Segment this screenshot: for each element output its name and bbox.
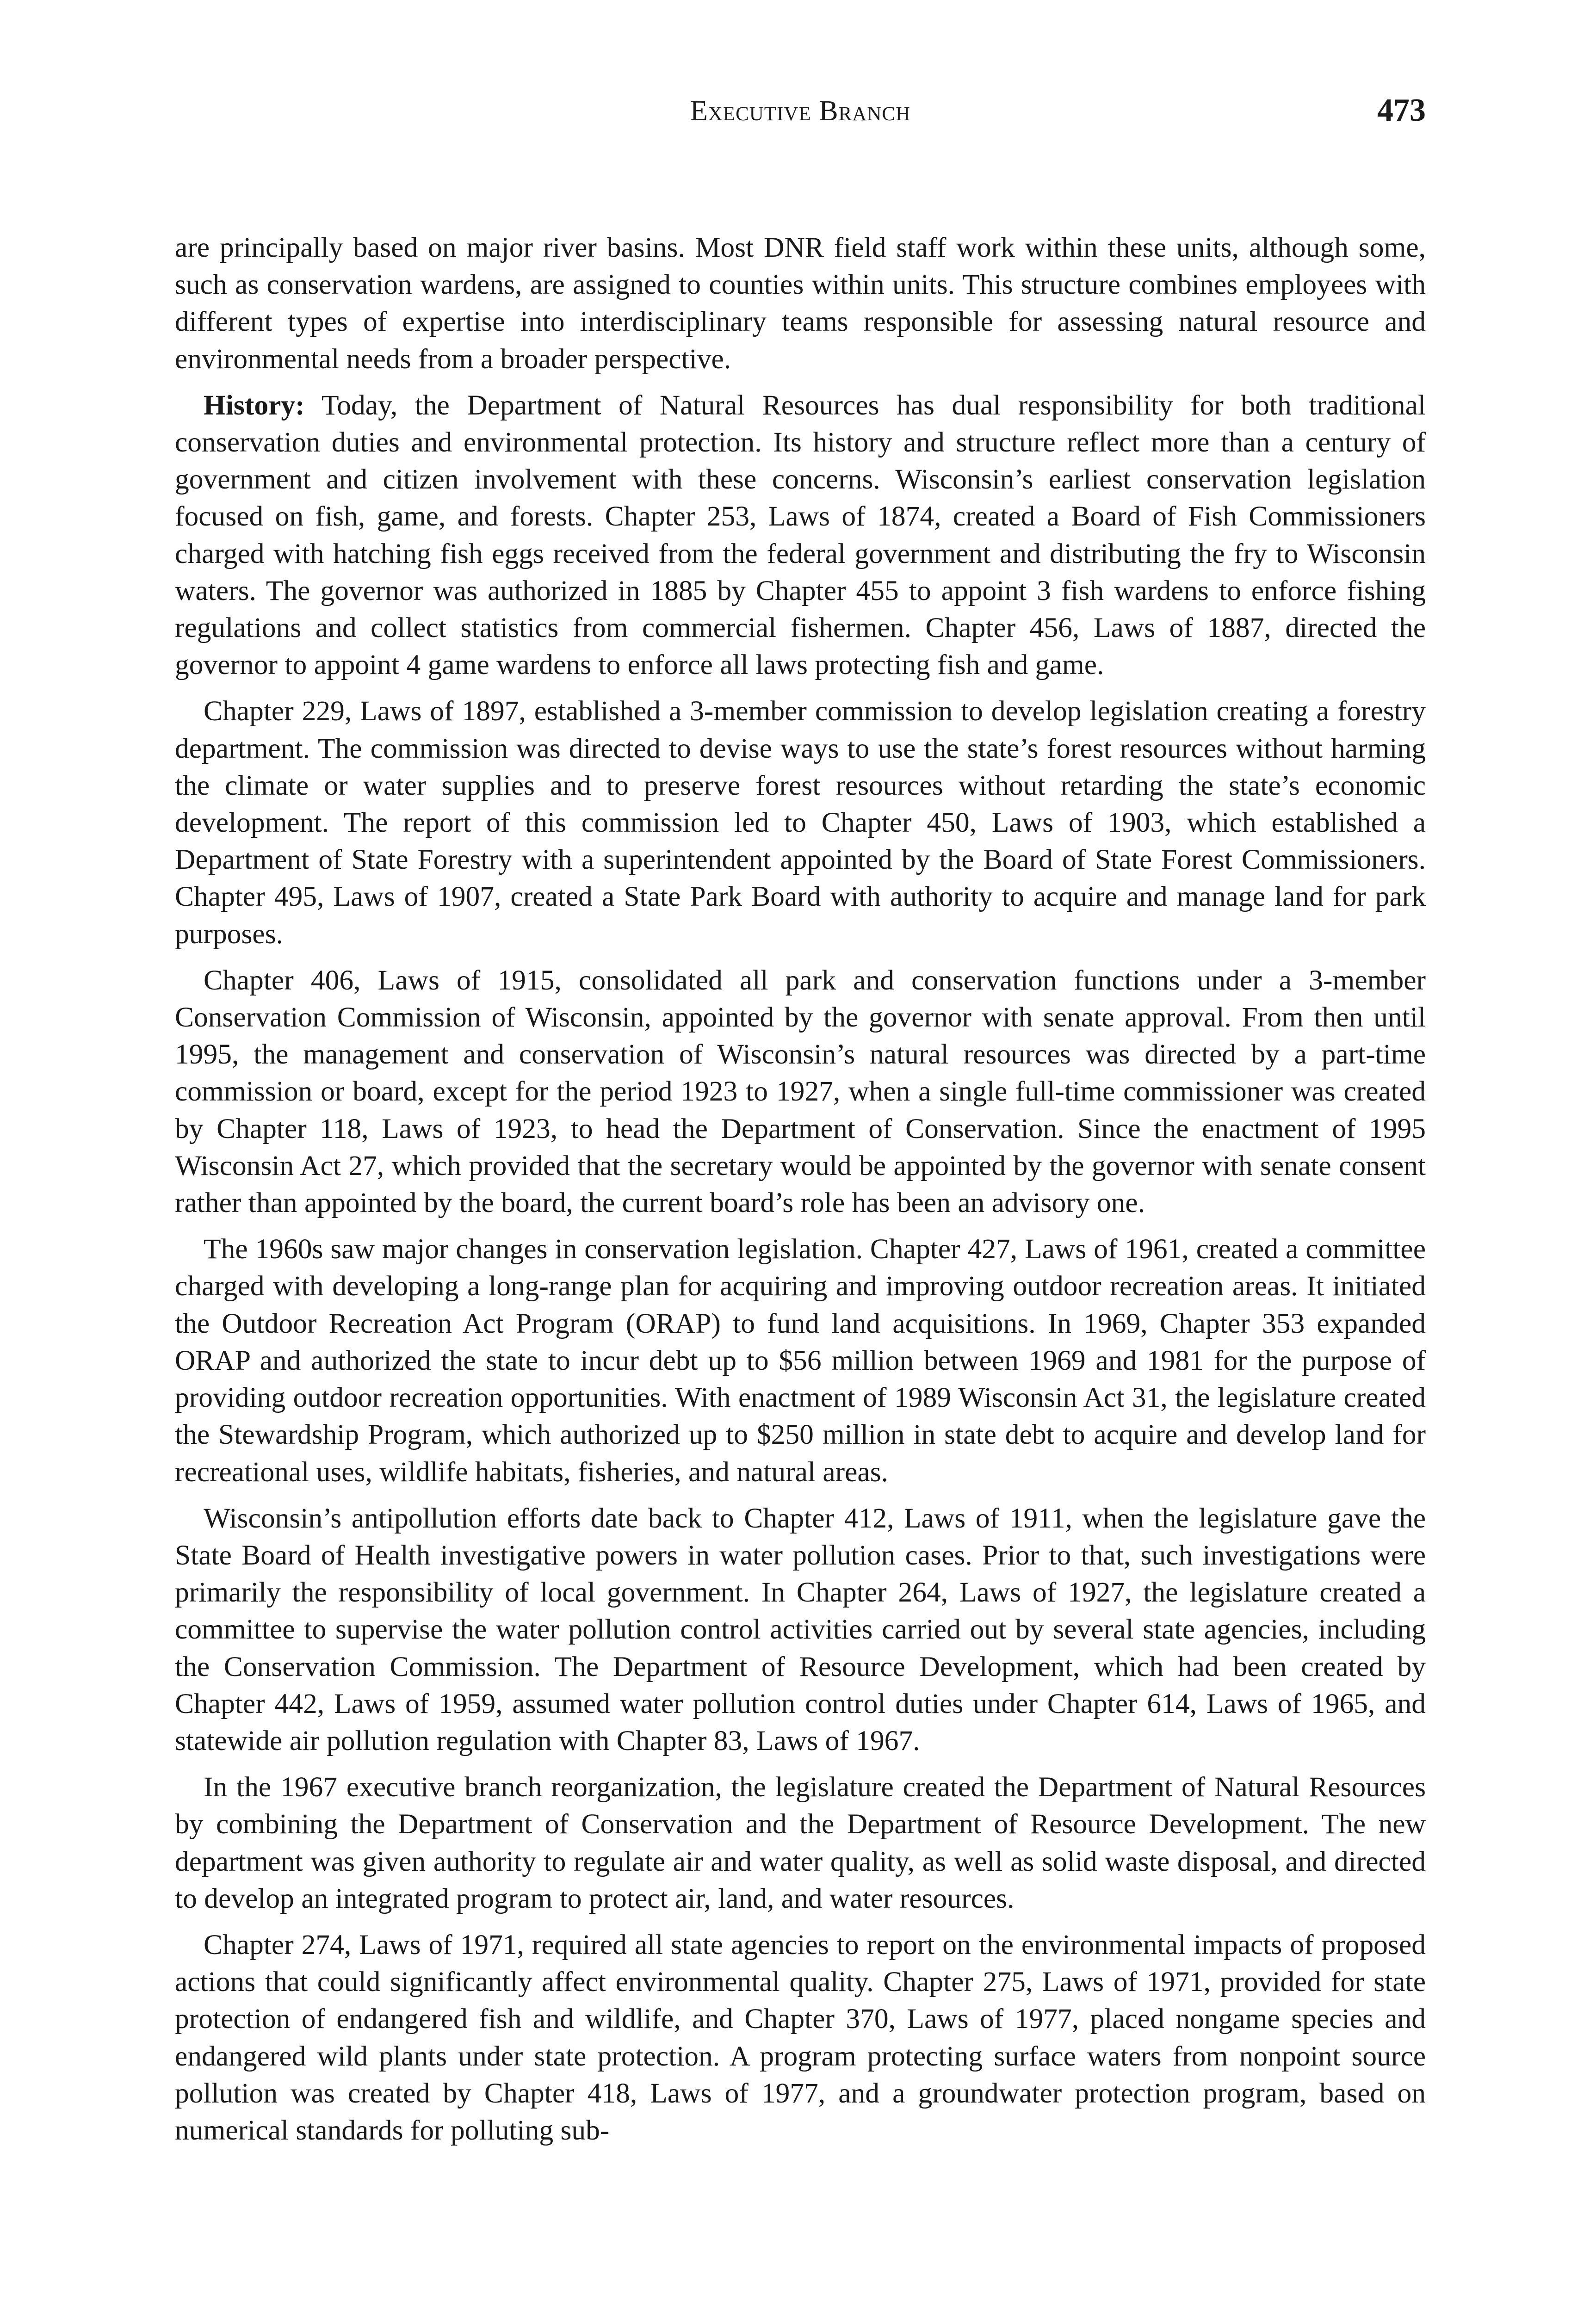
paragraph-continued: are principally based on major river basins. Most DNR field staff work within these units, although some, such as conservation wardens, are assigned to counties within units. This structure combines employees with different types of expertise into interdisciplinary teams responsible for assessing natural resource and environmental needs from a broader perspective. <box>175 232 1426 375</box>
history-paragraph-text: Today, the Department of Natural Resources has dual responsibility for both traditional conservation duties and environmental protection. Its history and structure reflect more than a century of government and citizen involvement with these concerns. Wisconsin’s earliest conservation legislation focused on fish, game, and forests. Chapter 253, Laws of 1874, created a Board of Fish Commissioners charged with hatching fish eggs received from the federal government and distributing the fry to Wisconsin waters. The governor was authorized in 1885 by Chapter 455 to appoint 3 fish wardens to enforce fishing regulations and collect statistics from commercial fishermen. Chapter 456, Laws of 1887, directed the governor to appoint 4 game wardens to enforce all laws protecting fish and game. <box>175 389 1426 681</box>
paragraph-antipollution: Wisconsin’s antipollution efforts date back to Chapter 412, Laws of 1911, when the legislature gave the State Board of Health investigative powers in water pollution cases. Prior to that, such investigations were primarily the responsibility of local government. In Chapter 264, Laws of 1927, the legislature created a committee to supervise the water pollution control activities carried out by several state agencies, including the Conservation Commission. The Department of Resource Development, which had been created by Chapter 442, Laws of 1959, assumed water pollution control duties under Chapter 614, Laws of 1965, and statewide air pollution regulation with Chapter 83, Laws of 1967. <box>175 1502 1426 1756</box>
paragraph-1960s-legislation: The 1960s saw major changes in conservation legislation. Chapter 427, Laws of 1961, created a committee charged with developing a long-range plan for acquiring and improving outdoor recreation areas. It initiated the Outdoor Recreation Act Program (ORAP) to fund land acquisitions. In 1969, Chapter 353 expanded ORAP and authorized the state to incur debt up to $56 million between 1969 and 1981 for the purpose of providing outdoor recreation opportunities. With enactment of 1989 Wisconsin Act 31, the legislature created the Stewardship Program, which authorized up to $250 million in state debt to acquire and develop land for recreational uses, wildlife habitats, fisheries, and natural areas. <box>175 1233 1426 1488</box>
page-number: 473 <box>1377 93 1426 128</box>
paragraph-forestry: Chapter 229, Laws of 1897, established a 3-member commission to develop legislation creating a forestry department. The commission was directed to devise ways to use the state’s forest resources without harming the climate or water supplies and to preserve forest resources without retarding the state’s economic development. The report of this commission led to Chapter 450, Laws of 1903, which established a Department of State Forestry with a superintendent appointed by the Board of State Forest Commissioners. Chapter 495, Laws of 1907, created a State Park Board with authority to acquire and manage land for park purposes. <box>175 695 1426 950</box>
history-run-in-heading: History: <box>204 389 305 421</box>
paragraph-history <box>175 387 1426 684</box>
paragraph-conservation-commission: Chapter 406, Laws of 1915, consolidated all park and conservation functions under a 3-member Conservation Commission of Wisconsin, appointed by the governor with senate approval. From then until 1995, the management and conservation of Wisconsin’s natural resources was directed by a part-time commission or board, except for the period 1923 to 1927, when a single full-time commissioner was created by Chapter 118, Laws of 1923, to head the Department of Conservation. Since the enactment of 1995 Wisconsin Act 27, which provided that the secretary would be appointed by the governor with senate consent rather than appointed by the board, the current board’s role has been an advisory one. <box>175 964 1426 1219</box>
body-text <box>175 229 1426 2158</box>
running-title: Executive Branch <box>690 95 911 127</box>
running-head <box>175 95 1426 136</box>
paragraph-1970s-protection: Chapter 274, Laws of 1971, required all state agencies to report on the environmental impacts of proposed actions that could significantly affect environmental quality. Chapter 275, Laws of 1971, provided for state protection of endangered fish and wildlife, and Chapter 370, Laws of 1977, placed nongame species and endangered wild plants under state protection. A program protecting surface waters from nonpoint source pollution was created by Chapter 418, Laws of 1977, and a groundwater protection program, based on numerical standards for polluting sub- <box>175 1929 1426 2146</box>
paragraph-1967-reorganization: In the 1967 executive branch reorganization, the legislature created the Department of Natural Resources by combining the Department of Conservation and the Department of Resource Development. The new department was given authority to regulate air and water quality, as well as solid waste disposal, and directed to develop an integrated program to protect air, land, and water resources. <box>175 1771 1426 1914</box>
